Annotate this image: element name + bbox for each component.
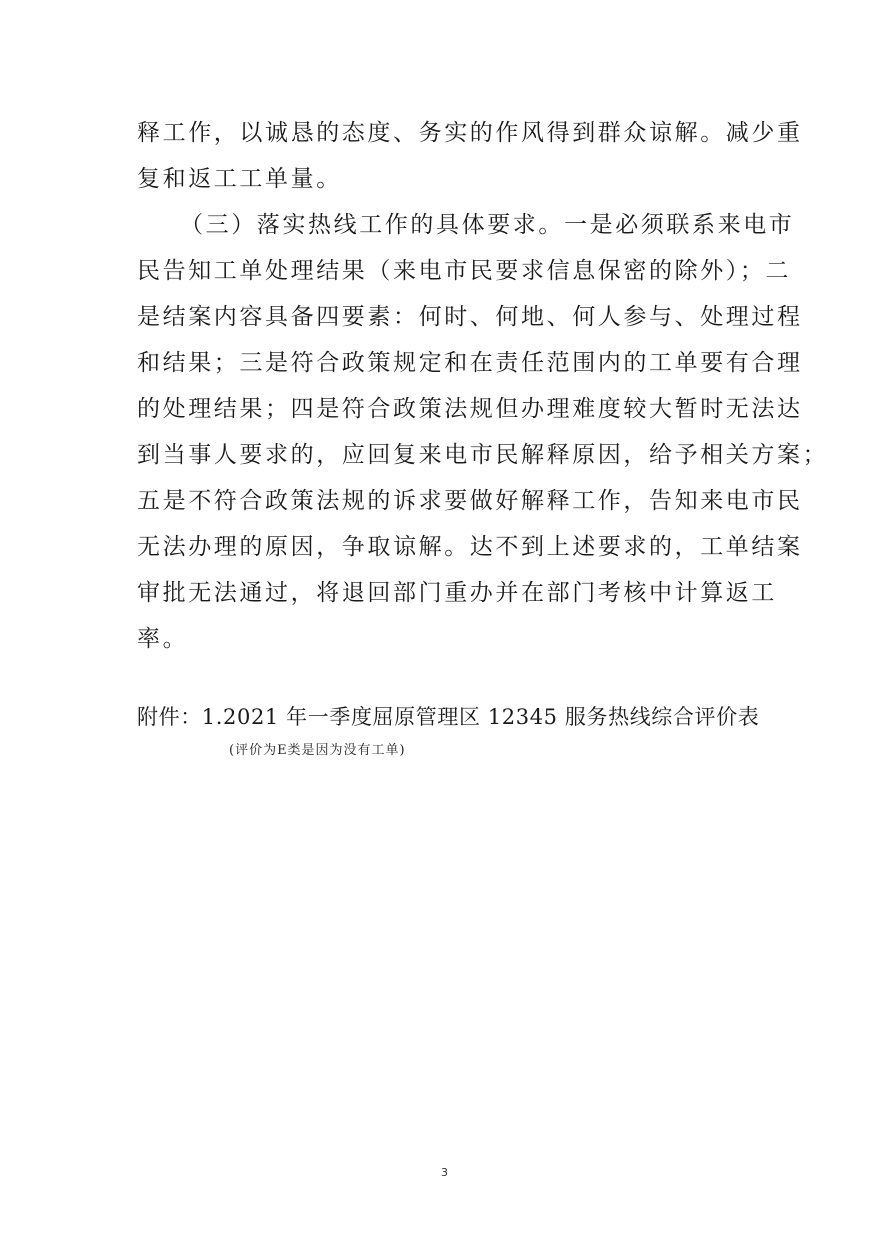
paragraph-line: 无法办理的原因，争取谅解。达不到上述要求的，工单结案 xyxy=(137,534,803,560)
paragraph-line: 五是不符合政策法规的诉求要做好解释工作，告知来电市民 xyxy=(137,488,803,514)
paragraph-line: 是结案内容具备四要素：何时、何地、何人参与、处理过程 xyxy=(137,304,803,330)
paragraph-line: 审批无法通过，将退回部门重办并在部门考核中计算返工 xyxy=(137,580,777,606)
paragraph-line: 到当事人要求的，应回复来电市民解释原因，给予相关方案； xyxy=(137,442,829,468)
paragraph-line: 的处理结果；四是符合政策法规但办理难度较大暂时无法达 xyxy=(137,396,803,422)
paragraph-line: 复和返工工单量。 xyxy=(137,166,342,192)
paragraph-line: 和结果；三是符合政策规定和在责任范围内的工单要有合理 xyxy=(137,350,803,376)
attachment-note: (评价为E类是因为没有工单) xyxy=(229,743,406,758)
attachment-line: 附件：1.2021 年一季度屈原管理区 12345 服务热线综合评价表 xyxy=(137,705,760,729)
paragraph-line: 释工作，以诚恳的态度、务实的作风得到群众谅解。减少重 xyxy=(137,120,803,146)
paragraph-line: 率。 xyxy=(137,626,189,652)
paragraph-line: 民告知工单处理结果（来电市民要求信息保密的除外）；二 xyxy=(137,258,792,284)
paragraph-line: （三）落实热线工作的具体要求。一是必须联系来电市 xyxy=(180,212,795,238)
page-number: 3 xyxy=(441,1166,448,1179)
